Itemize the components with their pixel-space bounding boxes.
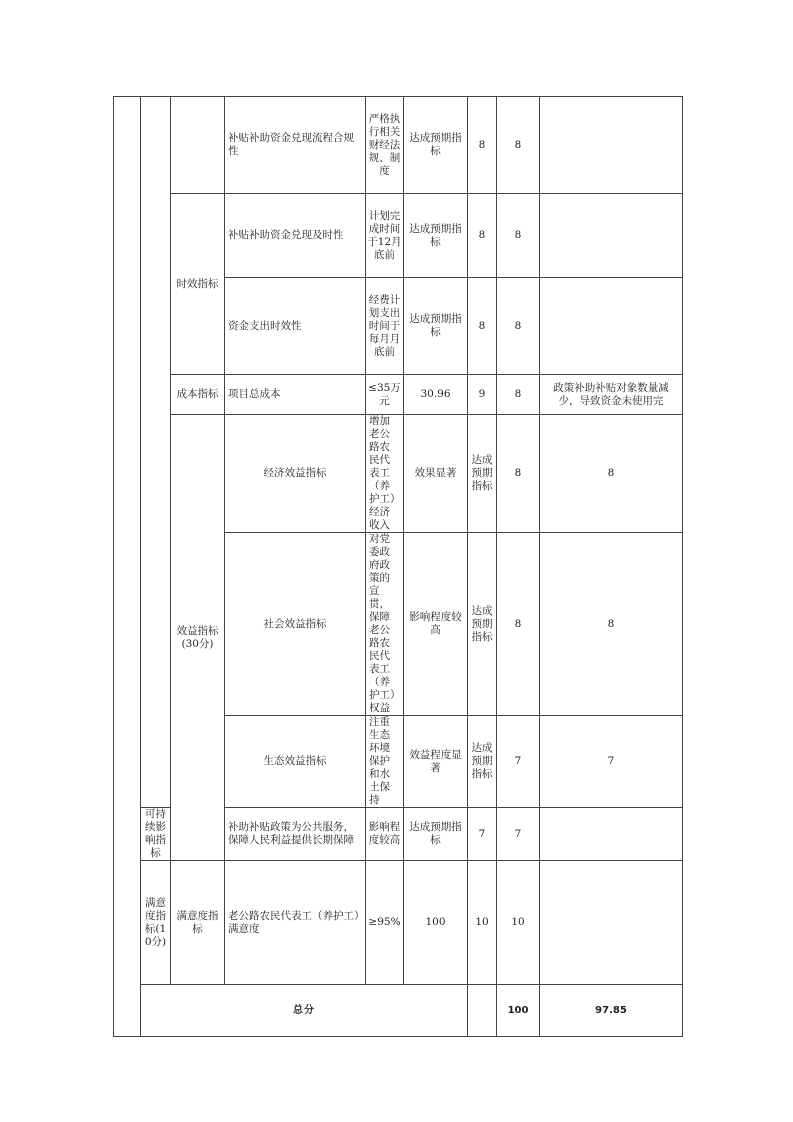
weight-value: 9 — [468, 375, 497, 415]
table-row — [114, 97, 683, 194]
score-value: 8 — [497, 97, 540, 194]
level1-benefit: 效益指标(30分) — [171, 415, 225, 861]
sub-category-economic: 经济效益指标 — [225, 415, 366, 533]
actual-value: 30.96 — [404, 375, 468, 415]
total-row — [114, 985, 683, 1037]
target-value: 效益程度显著 — [404, 716, 468, 808]
note-value — [540, 97, 683, 194]
target-value: 影响程度较高 — [404, 533, 468, 716]
target-value: 经费计划支出时间于每月月底前 — [366, 278, 404, 375]
sub-category-cell-continued — [171, 97, 225, 194]
total-empty-cell — [468, 985, 497, 1037]
weight-value: 7 — [468, 808, 497, 861]
table-row — [114, 375, 683, 415]
score-value: 7 — [540, 716, 683, 808]
weight-value: 10 — [468, 861, 497, 985]
actual-value: 达成预期指标 — [404, 97, 468, 194]
indicator-name: 注重生态环境保护和水土保持 — [366, 716, 404, 808]
score-value: 8 — [497, 278, 540, 375]
actual-value: 达成预期指标 — [404, 194, 468, 278]
weight-value: 8 — [468, 278, 497, 375]
indicator-name: 老公路农民代表工（养护工）满意度 — [225, 861, 366, 985]
weight-value: 7 — [497, 716, 540, 808]
note-value — [540, 808, 683, 861]
score-value: 8 — [497, 194, 540, 278]
actual-value: 达成预期指标 — [468, 716, 497, 808]
level1-cell-continued — [141, 97, 171, 808]
sub-category-sustainable: 可持续影响指标 — [141, 808, 171, 861]
actual-value: 达成预期指标 — [404, 278, 468, 375]
level1-satisfaction: 满意度指标(10分) — [141, 861, 171, 985]
score-value: 8 — [497, 375, 540, 415]
target-value: ≥95% — [366, 861, 404, 985]
note-value — [540, 278, 683, 375]
target-value: 计划完成时间于12月底前 — [366, 194, 404, 278]
weight-value: 8 — [468, 194, 497, 278]
performance-table — [113, 96, 683, 1037]
indicator-name: 补贴补助资金兑现流程合规性 — [225, 97, 366, 194]
indicator-name: 对党委政府政策的宣贯，保障老公路农民代表工（养护工）权益 — [366, 533, 404, 716]
target-value: 效果显著 — [404, 415, 468, 533]
note-value — [540, 194, 683, 278]
outer-category-cell — [114, 97, 141, 1037]
indicator-name: 项目总成本 — [225, 375, 366, 415]
sub-category-ecological: 生态效益指标 — [225, 716, 366, 808]
target-value: 严格执行相关财经法规、制度 — [366, 97, 404, 194]
score-value: 8 — [540, 533, 683, 716]
total-score: 97.85 — [540, 985, 683, 1037]
indicator-name: 增加老公路农民代表工（养护工）经济收入 — [366, 415, 404, 533]
score-value: 10 — [497, 861, 540, 985]
weight-value: 8 — [497, 415, 540, 533]
score-value: 7 — [497, 808, 540, 861]
sub-category-cost: 成本指标 — [171, 375, 225, 415]
table-row — [114, 415, 683, 533]
indicator-name: 资金支出时效性 — [225, 278, 366, 375]
total-weight: 100 — [497, 985, 540, 1037]
sub-category-satisfaction: 满意度指标 — [171, 861, 225, 985]
table-row — [114, 194, 683, 278]
note-value — [540, 861, 683, 985]
weight-value: 8 — [468, 97, 497, 194]
target-value: ≤35万元 — [366, 375, 404, 415]
target-value: 影响程度较高 — [366, 808, 404, 861]
actual-value: 100 — [404, 861, 468, 985]
actual-value: 达成预期指标 — [468, 533, 497, 716]
score-value: 8 — [540, 415, 683, 533]
weight-value: 8 — [497, 533, 540, 716]
sub-category-social: 社会效益指标 — [225, 533, 366, 716]
indicator-name: 补助补贴政策为公共服务，保障人民利益提供长期保障 — [225, 808, 366, 861]
indicator-name: 补贴补助资金兑现及时性 — [225, 194, 366, 278]
actual-value: 达成预期指标 — [468, 415, 497, 533]
table-row — [114, 861, 683, 985]
total-label: 总分 — [141, 985, 468, 1037]
sub-category-timeliness: 时效指标 — [171, 194, 225, 375]
note-value: 政策补助补贴对象数量减少，导致资金未使用完 — [540, 375, 683, 415]
actual-value: 达成预期指标 — [404, 808, 468, 861]
